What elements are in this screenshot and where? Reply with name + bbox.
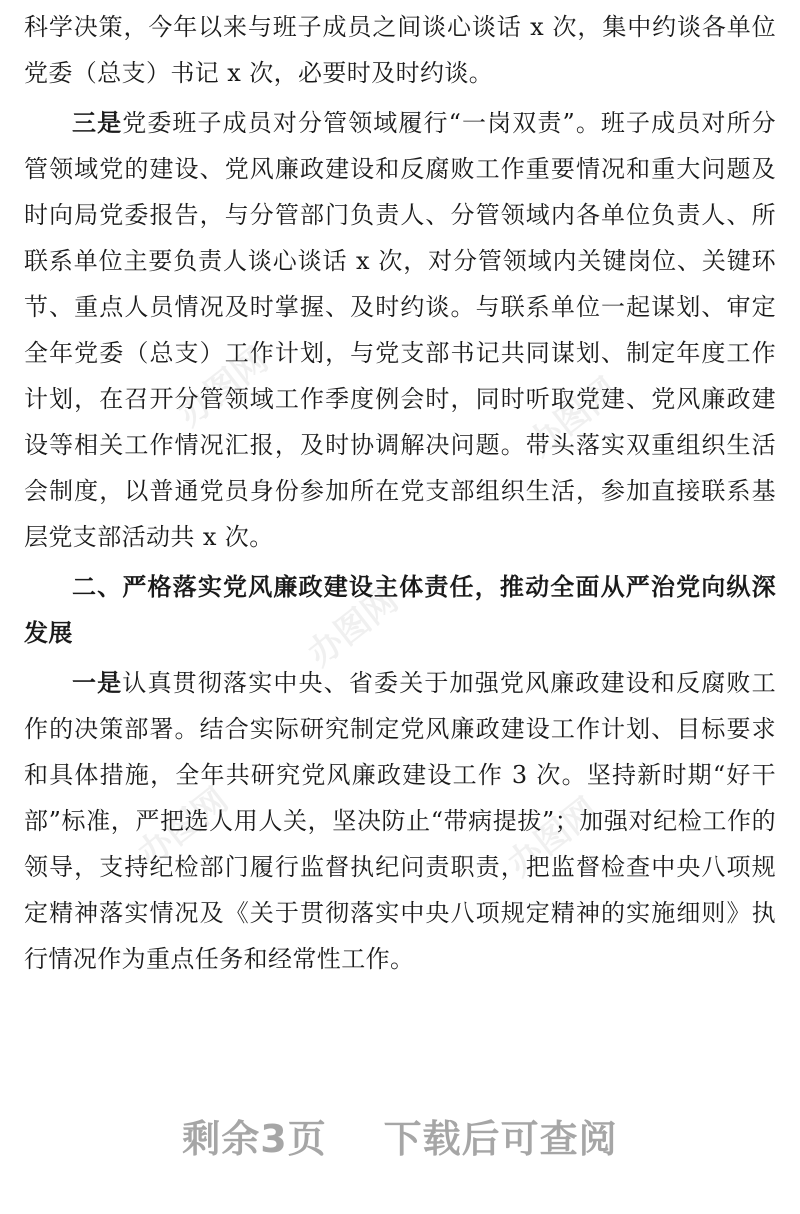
paragraph-1 [24,4,776,96]
paragraph-2-text: 党委班子成员对分管领域履行“一岗双责”。班子成员对所分管领域党的建设、党风廉政建设和反腐败工作重要情况和重大问题及时向局党委报告，与分管部门负责人、分管领域内各单位负责人、所联系单位主要负责人谈心谈话 x 次，对分管领域内关键岗位、关键环节、重点人员情况及时掌握、及时约谈。与联系单位一起谋划、审定全年党委（总支）工作计划，与党支部书记共同谋划、制定年度工作计划，在召开分管领域工作季度例会时，同时听取党建、党风廉政建设等相关工作情况汇报，及时协调解决问题。带头落实双重组织生活会制度，以普通党员身份参加所在党支部组织生活，参加直接联系基层党支部活动共 x 次。 [24,109,776,551]
paragraph-3-lead: 一是 [72,669,123,697]
remaining-pages-label: 剩余3页 [182,1117,327,1161]
paragraph-2 [24,100,776,560]
paragraph-1-text: 科学决策，今年以来与班子成员之间谈心谈话 x 次，集中约谈各单位党委（总支）书记 x 次，必要时及时约谈。 [24,13,776,87]
paragraph-3 [24,660,776,982]
document-body [24,4,776,982]
watermark-1: 办图网 [170,340,276,435]
remaining-pages-banner[interactable] [0,1108,800,1163]
paragraph-2-lead: 三是 [72,109,123,137]
section-heading: 二、严格落实党风廉政建设主体责任，推动全面从严治党向纵深发展 [24,573,776,647]
watermark-2: 办图网 [520,370,626,465]
watermark-3: 办图网 [300,580,406,675]
watermark-4: 办图网 [130,780,236,875]
watermark-5: 办图网 [500,790,606,885]
download-to-view-label: 下载后可查阅 [383,1117,618,1161]
paragraph-3-text: 认真贯彻落实中央、省委关于加强党风廉政建设和反腐败工作的决策部署。结合实际研究制定党风廉政建设工作计划、目标要求和具体措施，全年共研究党风廉政建设工作 3 次。坚持新时期“好干部”标准，严把选人用人关，坚决防止“带病提拔”；加强对纪检工作的领导，支持纪检部门履行监督执纪问责职责，把监督检查中央八项规定精神落实情况及《关于贯彻落实中央八项规定精神的实施细则》执行情况作为重点任务和经常性工作。 [24,669,776,973]
